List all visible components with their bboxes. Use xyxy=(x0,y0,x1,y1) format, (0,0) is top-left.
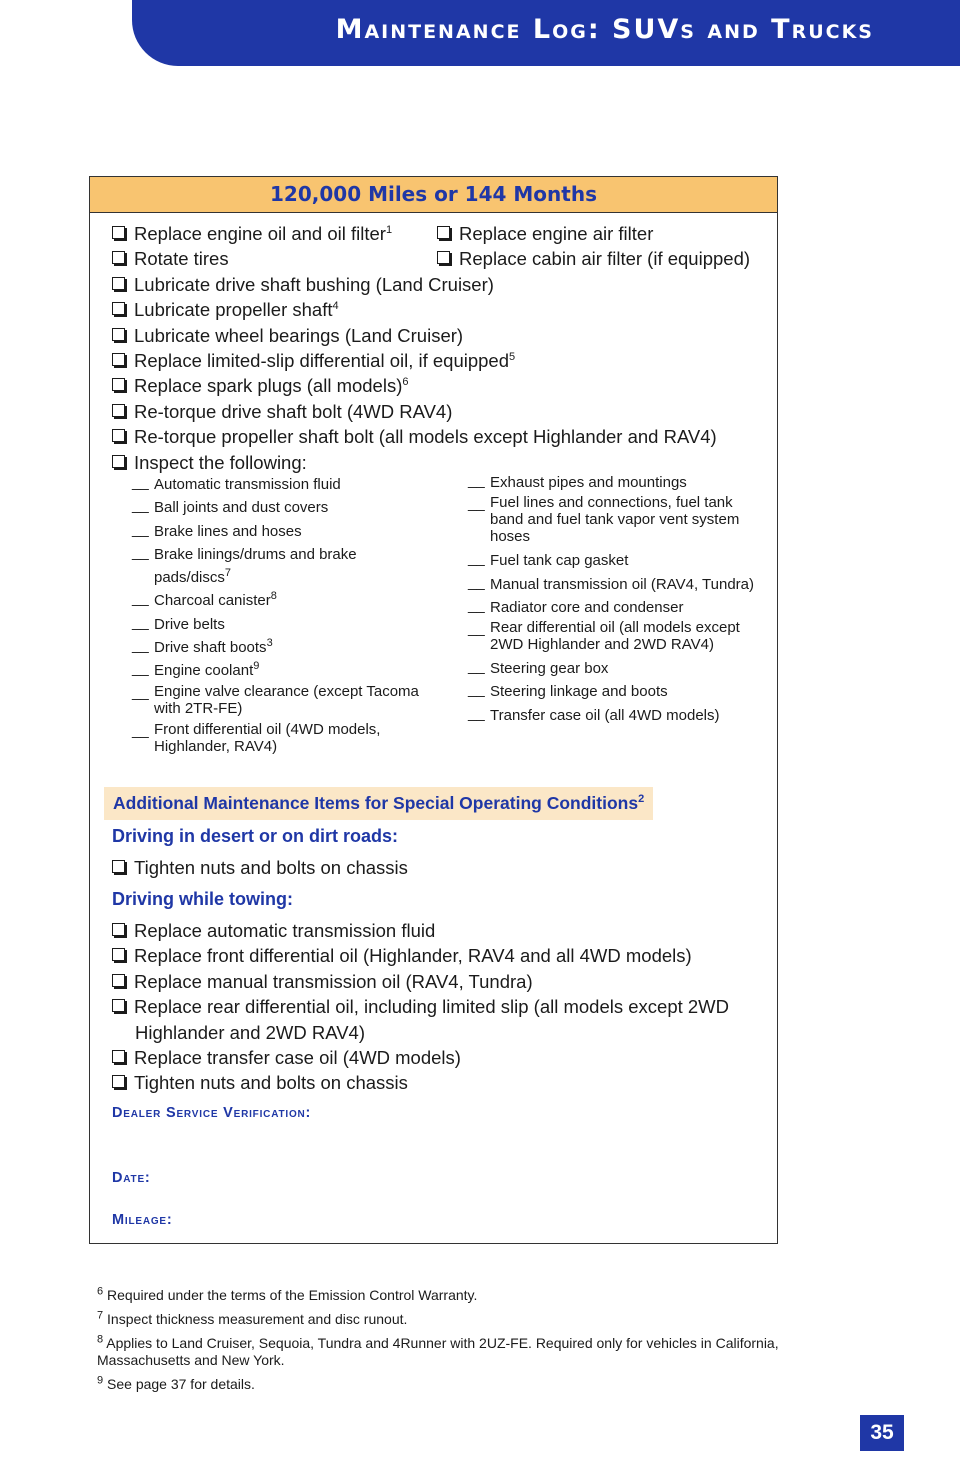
checkbox-icon[interactable] xyxy=(112,455,125,468)
checkbox-icon[interactable] xyxy=(112,404,125,417)
item-text: Re-torque propeller shaft bolt (all models except Highlander and RAV4) xyxy=(134,426,717,448)
inspect-item xyxy=(132,589,432,612)
inspect-item xyxy=(132,473,432,496)
footnote-number: 9 xyxy=(97,1374,104,1387)
inspect-item xyxy=(468,657,768,680)
checkbox-icon[interactable] xyxy=(112,378,125,391)
inspect-item xyxy=(468,619,768,657)
inspect-text: Ball joints and dust covers xyxy=(154,499,329,517)
footnote-ref: 3 xyxy=(266,637,273,650)
inspect-item xyxy=(468,573,768,596)
footnote-number: 7 xyxy=(97,1309,104,1322)
checklist-item[interactable] xyxy=(437,221,767,246)
item-text: Replace engine air filter xyxy=(459,223,654,244)
checkbox-icon[interactable] xyxy=(112,1050,125,1063)
item-text: Lubricate drive shaft bushing (Land Cruiser) xyxy=(134,273,494,295)
inspect-text: Charcoal canister xyxy=(154,592,271,610)
checklist-item[interactable] xyxy=(112,918,762,943)
checklist-item[interactable] xyxy=(112,969,762,994)
item-text: Replace manual transmission oil (RAV4, Tundra) xyxy=(134,970,533,992)
inspect-text: Exhaust pipes and mountings xyxy=(490,474,687,491)
item-text: Lubricate wheel bearings (Land Cruiser) xyxy=(134,324,464,346)
inspect-text: __ Rear differential oil (all models except 2WD Highlander and 2WD RAV4) xyxy=(490,619,740,654)
dealer-verification-label: Dealer Service Verification: xyxy=(112,1105,312,1121)
checklist-item[interactable] xyxy=(112,272,762,297)
checklist-right xyxy=(437,221,767,272)
item-text: Replace cabin air filter (if equipped) xyxy=(459,248,751,270)
maintenance-box xyxy=(89,176,778,1244)
checkbox-icon[interactable] xyxy=(112,429,125,442)
desert-list xyxy=(112,855,762,880)
checkbox-icon[interactable] xyxy=(112,999,125,1012)
page-number: 35 xyxy=(860,1415,904,1451)
inspect-text: Manual transmission oil (RAV4, Tundra) xyxy=(490,575,754,593)
checkbox-icon[interactable] xyxy=(112,277,125,290)
checklist-item[interactable] xyxy=(112,399,762,424)
checkbox-icon[interactable] xyxy=(112,251,125,264)
footnote-ref: 6 xyxy=(402,376,409,389)
footnote-number: 8 xyxy=(97,1333,104,1346)
inspect-text: Automatic transmission fluid xyxy=(154,476,341,493)
footnote-ref: 9 xyxy=(253,660,260,673)
checkbox-icon[interactable] xyxy=(437,251,450,264)
inspect-text: Steering gear box xyxy=(490,660,609,678)
checkbox-icon[interactable] xyxy=(112,1075,125,1088)
checklist-item[interactable] xyxy=(112,373,762,398)
item-text: Replace transfer case oil (4WD models) xyxy=(134,1047,461,1069)
checklist-item[interactable] xyxy=(437,246,767,271)
inspect-list-left xyxy=(132,473,432,759)
checkbox-icon[interactable] xyxy=(112,302,125,315)
inspect-text: __ Fuel lines and connections, fuel tank band and fuel tank vapor vent system hoses xyxy=(490,494,740,546)
item-text: Replace limited-slip differential oil, if equipped xyxy=(134,350,510,372)
footnotes xyxy=(97,1287,797,1400)
inspect-text: __ Front differential oil (4WD models, Highlander, RAV4) xyxy=(154,720,381,755)
footnote-ref: 5 xyxy=(509,350,516,363)
page-title: Maintenance Log: SUVs and Trucks xyxy=(335,14,874,45)
checklist-item[interactable] xyxy=(112,855,762,880)
item-text: Replace engine oil and oil filter xyxy=(134,223,386,244)
inspect-item xyxy=(132,636,432,659)
header-band xyxy=(132,0,960,66)
footnote-text: Applies to Land Cruiser, Sequoia, Tundra and 4Runner with 2UZ-FE. Required only for vehicles in California, Massachusetts and New York. xyxy=(97,1335,779,1368)
inspect-text: Steering linkage and boots xyxy=(490,683,668,701)
checklist-item[interactable] xyxy=(112,943,762,968)
inspect-text: Brake linings/drums and brake pads/discs xyxy=(154,545,357,587)
inspect-list-right xyxy=(468,471,768,727)
inspect-item xyxy=(132,659,432,682)
item-text: Tighten nuts and bolts on chassis xyxy=(134,1072,408,1094)
footnote-text: Inspect thickness measurement and disc runout. xyxy=(107,1311,408,1327)
item-text: Re-torque drive shaft bolt (4WD RAV4) xyxy=(134,400,453,422)
inspect-text: Transfer case oil (all 4WD models) xyxy=(490,706,720,724)
inspect-item xyxy=(468,471,768,494)
footnote xyxy=(97,1287,797,1304)
checklist-item[interactable] xyxy=(112,297,762,322)
inspect-item xyxy=(468,494,768,549)
item-text: Replace spark plugs (all models) xyxy=(134,375,403,397)
checklist-item[interactable] xyxy=(112,348,762,373)
footnote-ref: 7 xyxy=(224,567,231,580)
checkbox-icon[interactable] xyxy=(112,948,125,961)
interval-title: 120,000 Miles or 144 Months xyxy=(90,177,777,213)
footnote-ref: 8 xyxy=(270,590,277,603)
checklist-item[interactable] xyxy=(112,323,762,348)
inspect-item xyxy=(132,721,432,759)
footnote xyxy=(97,1335,797,1369)
footnote-ref: 1 xyxy=(385,223,393,236)
inspect-item xyxy=(132,496,432,519)
checklist-item[interactable] xyxy=(112,1045,762,1070)
checkbox-icon[interactable] xyxy=(112,328,125,341)
checkbox-icon[interactable] xyxy=(112,923,125,936)
inspect-item xyxy=(132,543,432,590)
inspect-item xyxy=(132,520,432,543)
item-text: Tighten nuts and bolts on chassis xyxy=(134,857,408,878)
checkbox-icon[interactable] xyxy=(112,860,125,873)
inspect-text: Brake lines and hoses xyxy=(154,522,302,540)
checklist-item[interactable] xyxy=(112,424,762,449)
inspect-item xyxy=(468,680,768,703)
inspect-item xyxy=(132,683,432,721)
footnote-ref: 2 xyxy=(638,793,645,806)
checklist-item[interactable] xyxy=(112,1070,762,1095)
towing-list xyxy=(112,918,762,1096)
checkbox-icon[interactable] xyxy=(437,226,450,239)
footnote-text: See page 37 for details. xyxy=(107,1376,255,1392)
special-conditions-heading xyxy=(104,787,653,820)
item-text: Rotate tires xyxy=(134,248,229,270)
footnote-ref: 4 xyxy=(332,300,339,313)
inspect-text: Engine coolant xyxy=(154,662,254,680)
inspect-text: Fuel tank cap gasket xyxy=(490,552,629,570)
checkbox-icon[interactable] xyxy=(112,226,125,239)
checkbox-icon[interactable] xyxy=(112,353,125,366)
item-text: Lubricate propeller shaft xyxy=(134,299,333,321)
footnote xyxy=(97,1376,797,1393)
inspect-text: Drive belts xyxy=(154,615,225,633)
mileage-label: Mileage: xyxy=(112,1212,173,1228)
inspect-text: Drive shaft boots xyxy=(154,639,267,657)
inspect-item xyxy=(468,596,768,619)
footnote-number: 6 xyxy=(97,1285,104,1298)
footnote-text: Required under the terms of the Emission Control Warranty. xyxy=(107,1287,478,1303)
desert-title: Driving in desert or on dirt roads: xyxy=(112,826,399,846)
footnote xyxy=(97,1311,797,1328)
inspect-text: __ Engine valve clearance (except Tacoma with 2TR-FE) xyxy=(154,682,419,717)
checkbox-icon[interactable] xyxy=(112,974,125,987)
date-label: Date: xyxy=(112,1170,151,1186)
inspect-item xyxy=(468,704,768,727)
item-text: Inspect the following: xyxy=(134,451,307,473)
special-title: Additional Maintenance Items for Special Operating Conditions xyxy=(113,793,639,813)
inspect-item xyxy=(132,613,432,636)
inspect-item xyxy=(468,549,768,572)
item-text: Replace automatic transmission fluid xyxy=(134,920,436,941)
inspect-text: Radiator core and condenser xyxy=(490,598,684,616)
item-text: Replace rear differential oil, including limited slip (all models except 2WD Highlander and 2WD RAV4) xyxy=(134,996,730,1043)
towing-title: Driving while towing: xyxy=(112,889,293,909)
item-text: Replace front differential oil (Highlander, RAV4 and all 4WD models) xyxy=(134,945,692,967)
checklist-item[interactable] xyxy=(112,994,735,1045)
